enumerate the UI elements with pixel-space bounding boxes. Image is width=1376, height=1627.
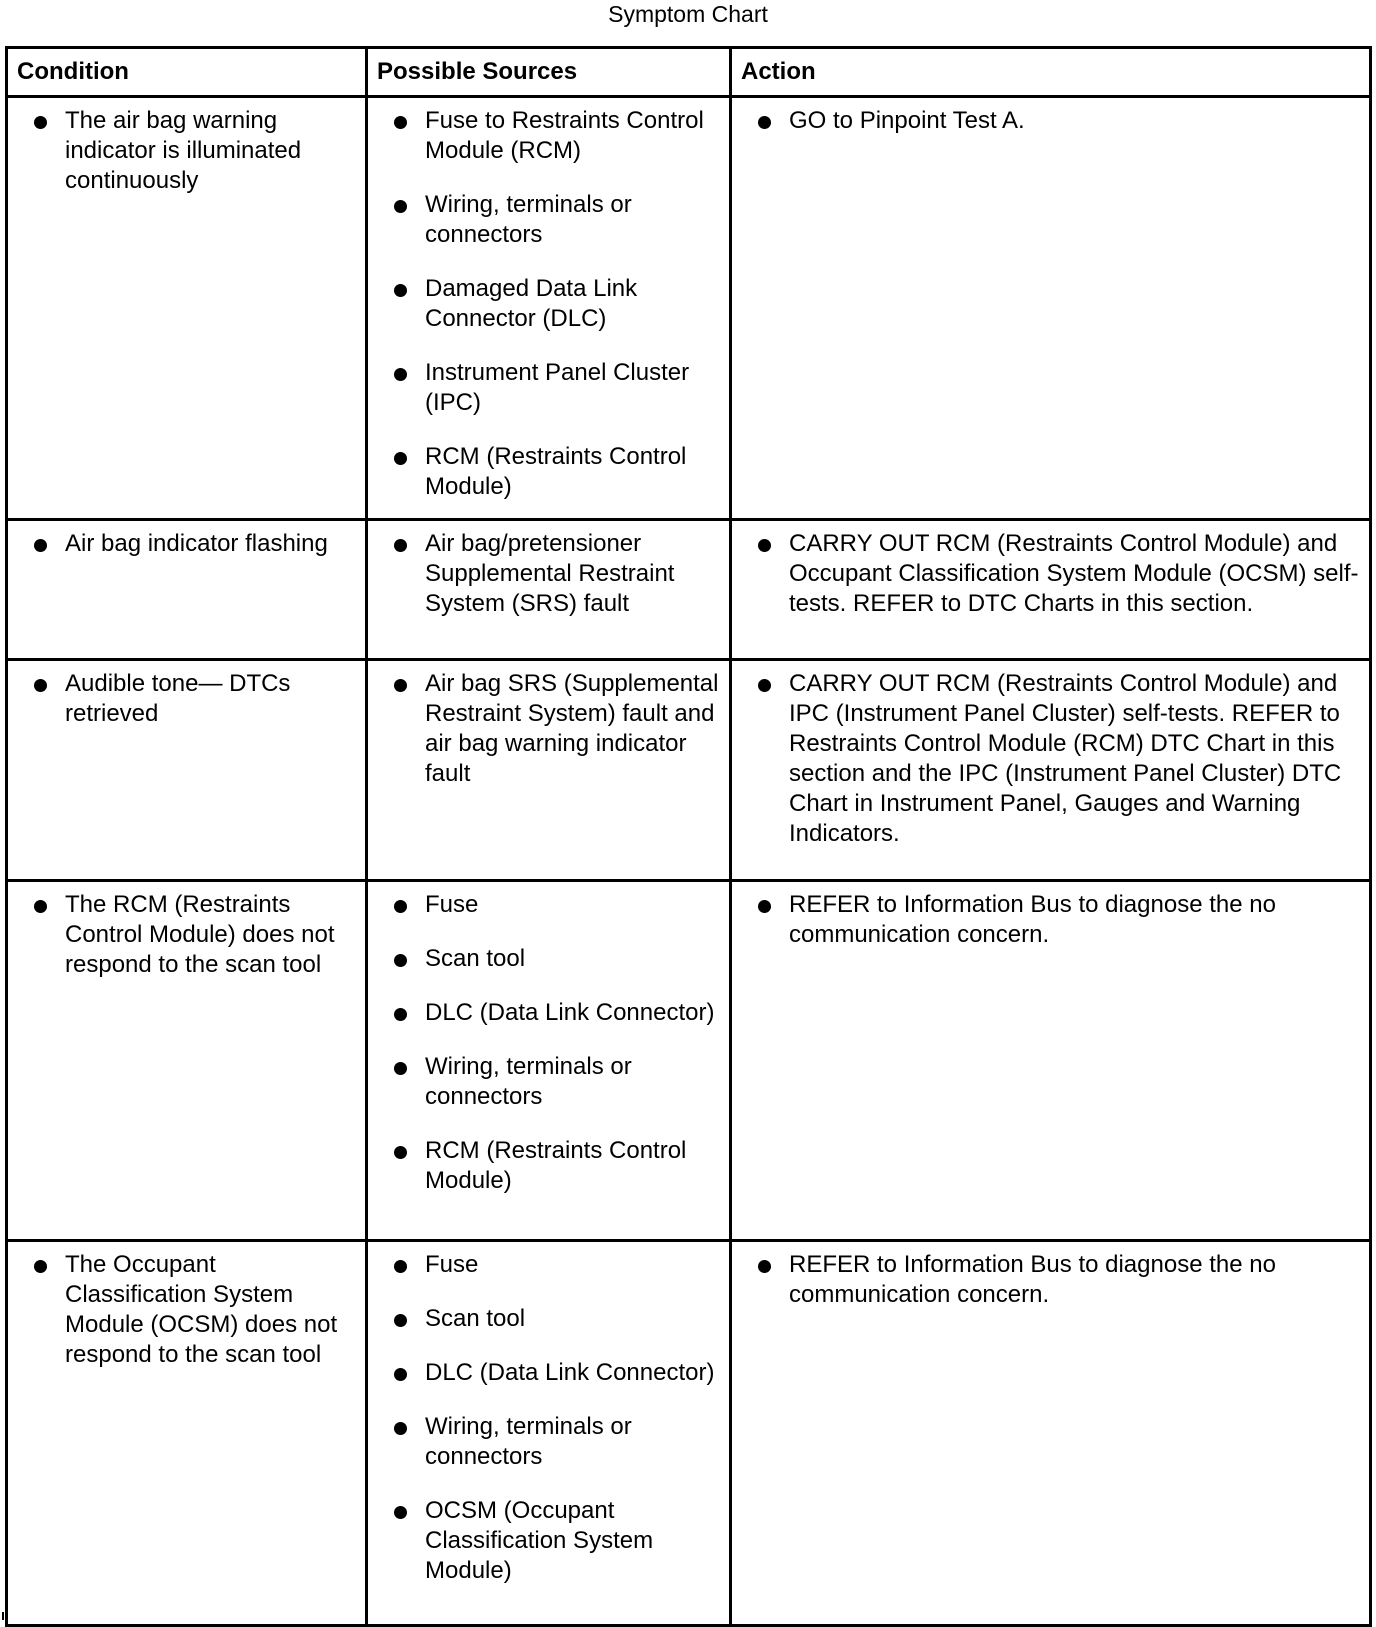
chart-title: Symptom Chart xyxy=(608,1,768,27)
action-cell xyxy=(731,1241,1371,1626)
action-cell xyxy=(731,881,1371,1241)
bullet-icon xyxy=(394,368,407,381)
symptom-table xyxy=(5,46,1372,1627)
bullet-icon xyxy=(758,1260,771,1273)
bullet-icon xyxy=(394,1260,407,1273)
list-item: DLC (Data Link Connector) xyxy=(368,998,721,1028)
bullet-icon xyxy=(394,679,407,692)
list-item: DLC (Data Link Connector) xyxy=(368,1358,721,1388)
table-body xyxy=(7,97,1371,1626)
table-row xyxy=(7,97,1371,520)
list-item: CARRY OUT RCM (Restraints Control Module) and IPC (Instrument Panel Cluster) self-tests. REFER to Restraints Control Module (RCM) DTC Chart in this section and the IPC (Instrument Panel Cluster) DTC Chart in Instrument Panel, Gauges and Warning Indicators. xyxy=(732,669,1361,849)
bullet-icon xyxy=(394,900,407,913)
sources-cell xyxy=(367,1241,731,1626)
header-sources: Possible Sources xyxy=(367,48,731,97)
bullet-icon xyxy=(394,452,407,465)
condition-cell xyxy=(7,97,367,520)
sources-cell xyxy=(367,97,731,520)
list-item: RCM (Restraints Control Module) xyxy=(368,1136,721,1196)
bullet-icon xyxy=(394,1422,407,1435)
list-item: Wiring, terminals or connectors xyxy=(368,190,721,250)
bullet-icon xyxy=(394,954,407,967)
list-item: RCM (Restraints Control Module) xyxy=(368,442,721,502)
bullet-icon xyxy=(394,200,407,213)
list-item: REFER to Information Bus to diagnose the no communication concern. xyxy=(732,890,1361,950)
bullet-icon xyxy=(394,1314,407,1327)
header-row xyxy=(7,48,1371,97)
list-item: Fuse xyxy=(368,890,721,920)
list-item: Air bag indicator flashing xyxy=(8,529,357,559)
bullet-icon xyxy=(394,1506,407,1519)
list-item: The air bag warning indicator is illuminated continuously xyxy=(8,106,357,196)
list-item: Air bag/pretensioner Supplemental Restraint System (SRS) fault xyxy=(368,529,721,619)
list-item: Scan tool xyxy=(368,1304,721,1334)
bullet-icon xyxy=(34,116,47,129)
bullet-icon xyxy=(758,900,771,913)
action-cell xyxy=(731,97,1371,520)
bullet-icon xyxy=(34,539,47,552)
header-action: Action xyxy=(731,48,1371,97)
list-item: REFER to Information Bus to diagnose the no communication concern. xyxy=(732,1250,1361,1310)
bullet-icon xyxy=(758,679,771,692)
condition-cell xyxy=(7,520,367,660)
list-item: Damaged Data Link Connector (DLC) xyxy=(368,274,721,334)
list-item: Fuse to Restraints Control Module (RCM) xyxy=(368,106,721,166)
bullet-icon xyxy=(34,679,47,692)
list-item: OCSM (Occupant Classification System Module) xyxy=(368,1496,721,1586)
header-condition: Condition xyxy=(7,48,367,97)
table-row xyxy=(7,881,1371,1241)
action-cell xyxy=(731,660,1371,881)
table-row xyxy=(7,520,1371,660)
bullet-icon xyxy=(394,284,407,297)
sources-cell xyxy=(367,881,731,1241)
list-item: GO to Pinpoint Test A. xyxy=(732,106,1361,136)
condition-cell xyxy=(7,881,367,1241)
list-item: The RCM (Restraints Control Module) does not respond to the scan tool xyxy=(8,890,357,980)
table-row xyxy=(7,1241,1371,1626)
bullet-icon xyxy=(394,1062,407,1075)
bullet-icon xyxy=(758,116,771,129)
sources-cell xyxy=(367,660,731,881)
list-item: Scan tool xyxy=(368,944,721,974)
action-cell xyxy=(731,520,1371,660)
bullet-icon xyxy=(394,116,407,129)
bullet-icon xyxy=(394,539,407,552)
list-item: Air bag SRS (Supplemental Restraint System) fault and air bag warning indicator fault xyxy=(368,669,721,789)
corner-mark xyxy=(2,1612,12,1620)
sources-cell xyxy=(367,520,731,660)
list-item: Audible tone— DTCs retrieved xyxy=(8,669,357,729)
list-item: Wiring, terminals or connectors xyxy=(368,1412,721,1472)
bullet-icon xyxy=(394,1008,407,1021)
bullet-icon xyxy=(394,1368,407,1381)
table-row xyxy=(7,660,1371,881)
bullet-icon xyxy=(34,900,47,913)
condition-cell xyxy=(7,660,367,881)
bullet-icon xyxy=(758,539,771,552)
list-item: CARRY OUT RCM (Restraints Control Module) and Occupant Classification System Module (OCSM) self-tests. REFER to DTC Charts in this section. xyxy=(732,529,1361,619)
list-item: Fuse xyxy=(368,1250,721,1280)
list-item: The Occupant Classification System Module (OCSM) does not respond to the scan tool xyxy=(8,1250,357,1370)
list-item: Instrument Panel Cluster (IPC) xyxy=(368,358,721,418)
condition-cell xyxy=(7,1241,367,1626)
bullet-icon xyxy=(394,1146,407,1159)
bullet-icon xyxy=(34,1260,47,1273)
list-item: Wiring, terminals or connectors xyxy=(368,1052,721,1112)
